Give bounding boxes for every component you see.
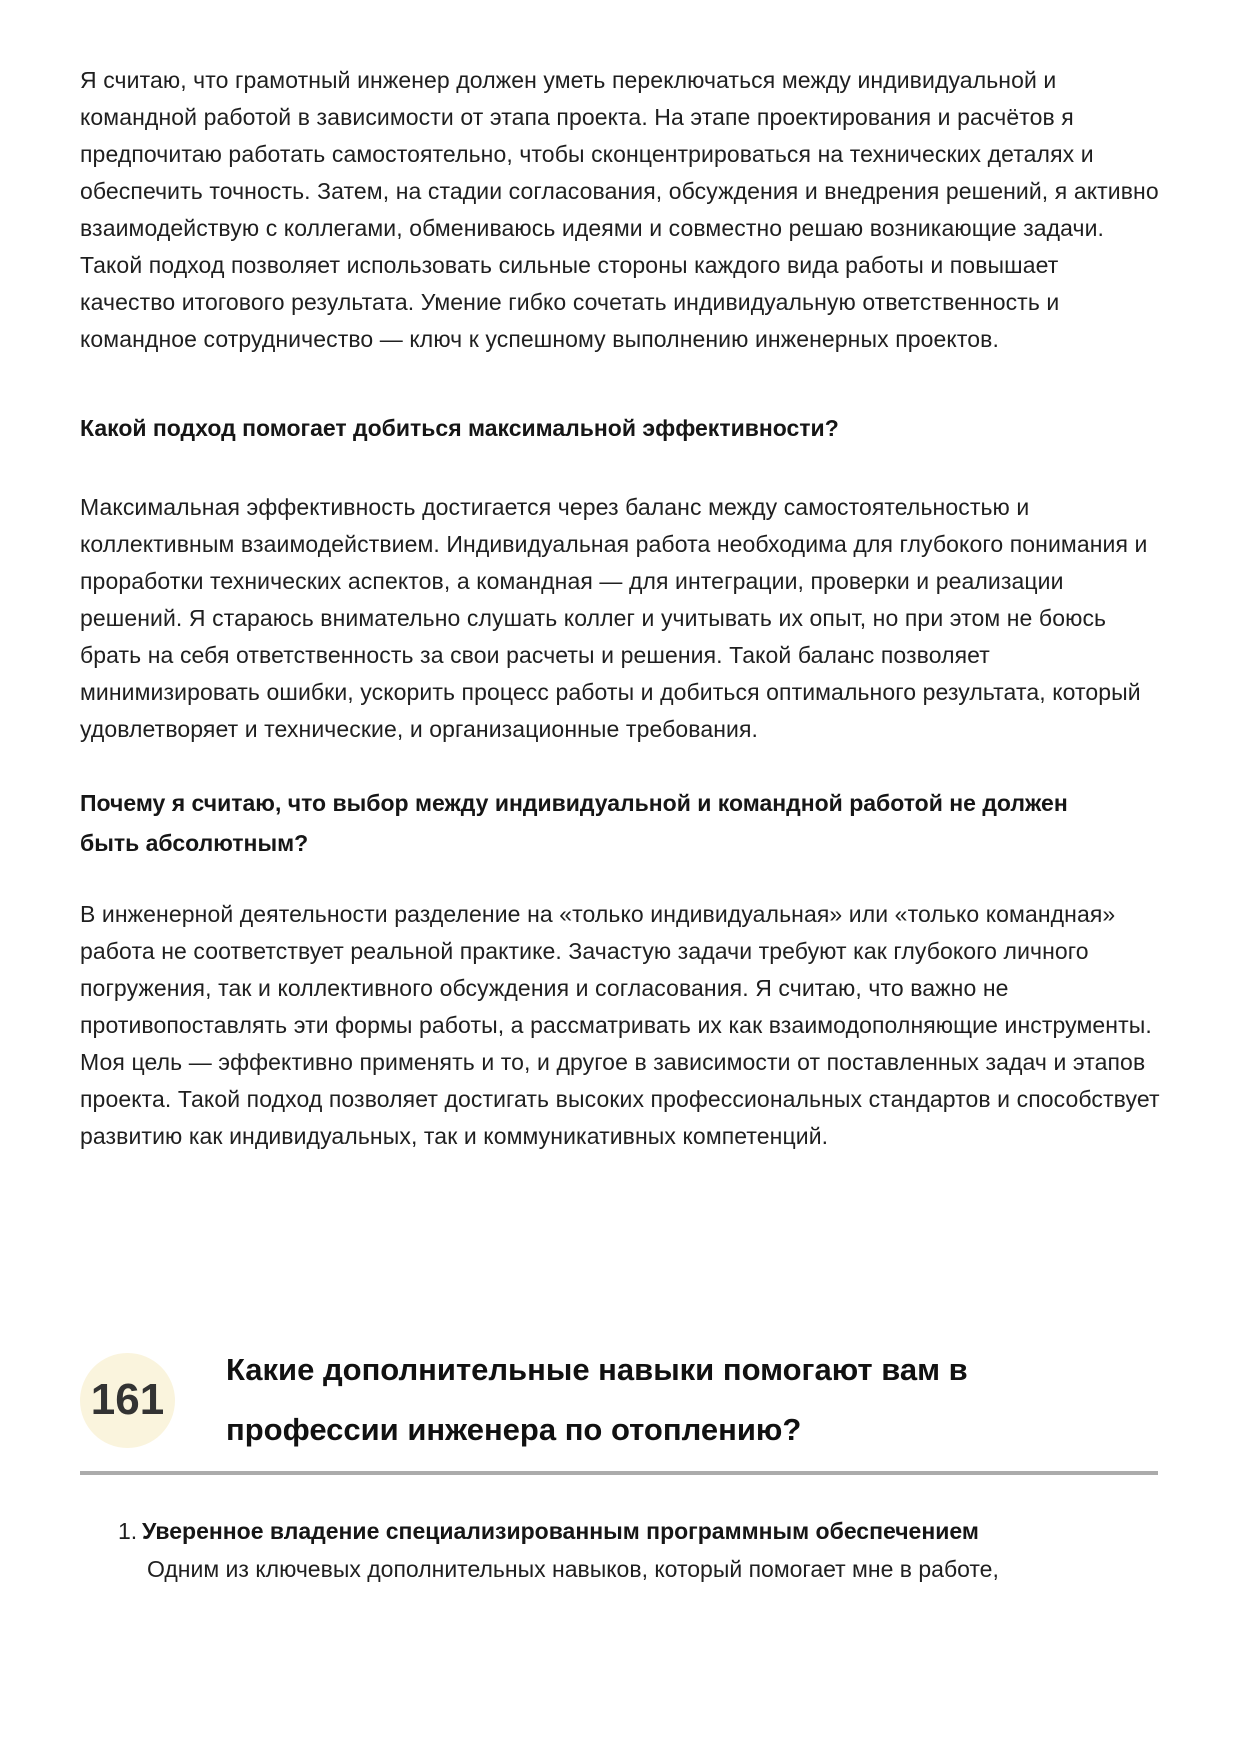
list-item-number: 1. (118, 1518, 138, 1544)
sub-question-heading-1: Какой подход помогает добиться максимальной эффективности? (80, 415, 839, 441)
question-title: Какие дополнительные навыки помогают вам в профессии инженера по отоплению? (226, 1352, 968, 1447)
question-header-block (80, 1340, 1160, 1460)
list-item-body: Одним из ключевых дополнительных навыков, который помогает мне в работе, (147, 1556, 999, 1582)
question-number-badge: 161 (80, 1353, 175, 1448)
section-divider (80, 1471, 1158, 1475)
intro-paragraph: Я считаю, что грамотный инженер должен уметь переключаться между индивидуальной и командной работой в зависимости от этапа проекта. На этапе проектирования и расчётов я предпочитаю работать самостоятельно, чтобы сконцентрироваться на технических деталях и обеспечить точность. Затем, на стадии согласования, обсуждения и внедрения решений, я активно взаимодействую с коллегами, обмениваюсь идеями и совместно решаю возникающие задачи. Такой подход позволяет использовать сильные стороны каждого вида работы и повышает качество итогового результата. Умение гибко сочетать индивидуальную ответственность и командное сотрудничество — ключ к успешному выполнению инженерных проектов. (80, 67, 1159, 352)
sub-question-heading-2: Почему я считаю, что выбор между индивидуальной и командной работой не должен быть абсолютным? (80, 790, 1068, 856)
section2-paragraph: В инженерной деятельности разделение на «только индивидуальная» или «только командная» работа не соответствует реальной практике. Зачастую задачи требуют как глубокого личного погружения, так и коллективного обсуждения и согласования. Я считаю, что важно не противопоставлять эти формы работы, а рассматривать их как взаимодополняющие инструменты. Моя цель — эффективно применять и то, и другое в зависимости от поставленных задач и этапов проекта. Такой подход позволяет достигать высоких профессиональных стандартов и способствует развитию как индивидуальных, так и коммуникативных компетенций. (80, 901, 1160, 1149)
list-item-content (142, 1512, 999, 1588)
list-item-title: Уверенное владение специализированным программным обеспечением (142, 1518, 979, 1544)
list-item (118, 1512, 1160, 1588)
section1-paragraph: Максимальная эффективность достигается через баланс между самостоятельностью и коллективным взаимодействием. Индивидуальная работа необходима для глубокого понимания и проработки технических аспектов, а командная — для интеграции, проверки и реализации решений. Я стараюсь внимательно слушать коллег и учитывать их опыт, но при этом не боюсь брать на себя ответственность за свои расчеты и решения. Такой баланс позволяет минимизировать ошибки, ускорить процесс работы и добиться оптимального результата, который удовлетворяет и технические, и организационные требования. (80, 494, 1148, 742)
